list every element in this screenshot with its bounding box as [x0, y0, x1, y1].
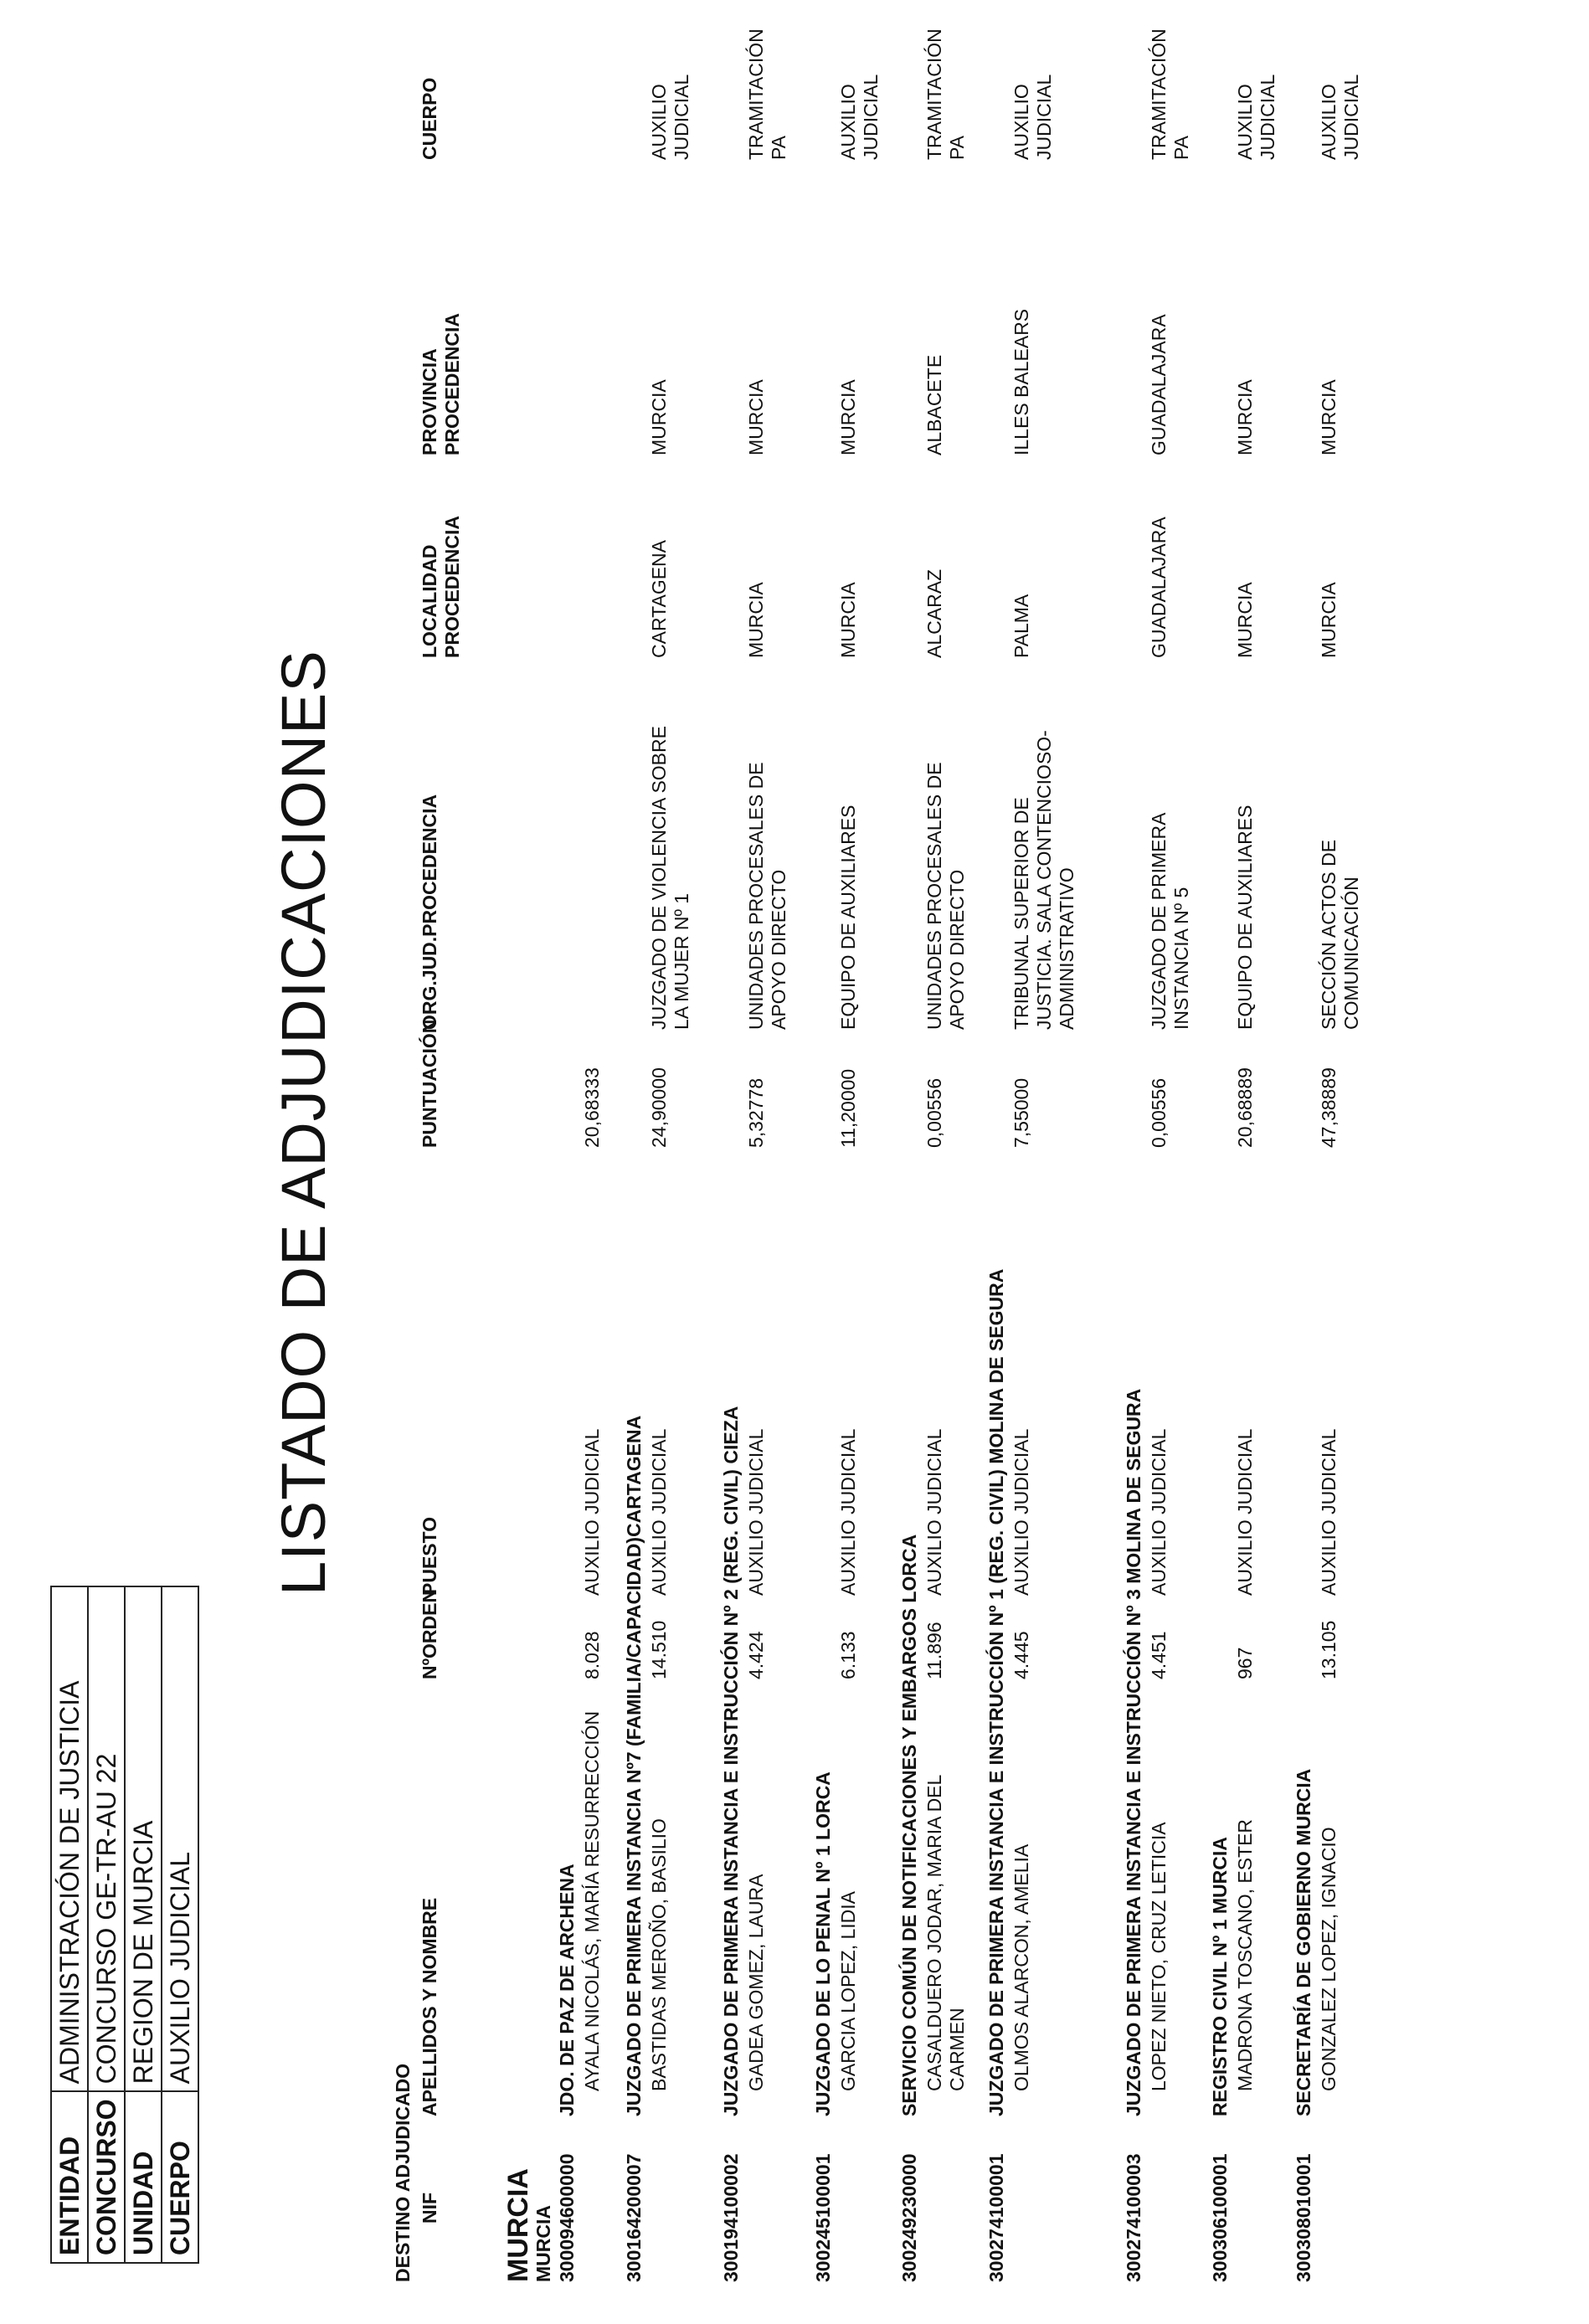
record-org: SECCIÓN ACTOS DE COMUNICACIÓN: [1318, 839, 1362, 1030]
record-provincia: ALBACETE: [923, 354, 945, 455]
record-code: 300306100001: [1209, 2153, 1231, 2282]
header-destino: DESTINO ADJUDICADO: [392, 2063, 414, 2282]
record-destino: JUZGADO DE PRIMERA INSTANCIA E INSTRUCCIÓN Nº 1 (REG. CIVIL) MOLINA DE SEGURA: [985, 1268, 1007, 2116]
info-key: ENTIDAD: [51, 2091, 88, 2263]
record-localidad: MURCIA: [1234, 582, 1256, 658]
record-nombre: LOPEZ NIETO, CRUZ LETICIA: [1148, 1822, 1170, 2091]
record-orden: 4.424: [745, 1631, 767, 1679]
info-row-unidad: [125, 1586, 162, 2263]
header-localidad-line1: LOCALIDAD: [419, 544, 440, 658]
record-orden: 14.510: [648, 1620, 670, 1679]
record-destino: SECRETARÍA DE GOBIERNO MURCIA: [1293, 1768, 1314, 2116]
info-box: [50, 1586, 199, 2264]
info-key: UNIDAD: [125, 2091, 162, 2263]
record-org: UNIDADES PROCESALES DE APOYO DIRECTO: [745, 762, 789, 1030]
record-orden: 8.028: [581, 1631, 603, 1679]
record-puesto: AUXILIO JUDICIAL: [1148, 1428, 1170, 1596]
record-cuerpo: AUXILIO JUDICIAL: [648, 74, 692, 160]
record-puntuacion: 47,38889: [1318, 1067, 1340, 1148]
record-code: 300194100002: [720, 2153, 742, 2282]
record-nombre: GARCIA LOPEZ, LIDIA: [837, 1890, 859, 2091]
record-orden: 11.896: [923, 1622, 945, 1679]
record-localidad: PALMA: [1010, 594, 1032, 658]
header-apellidos: APELLIDOS Y NOMBRE: [419, 1897, 440, 2116]
record-puesto: AUXILIO JUDICIAL: [1234, 1428, 1256, 1596]
record-orden: 4.451: [1148, 1631, 1170, 1679]
record-puesto: AUXILIO JUDICIAL: [581, 1428, 603, 1596]
record-puesto: AUXILIO JUDICIAL: [837, 1428, 859, 1596]
record-cuerpo: AUXILIO JUDICIAL: [837, 74, 882, 160]
region-heading: MURCIA: [502, 2168, 534, 2282]
record-cuerpo: TRAMITACIÓN PA: [745, 28, 789, 160]
record-code: 300274100003: [1123, 2153, 1144, 2282]
record-code: 300164200007: [623, 2153, 645, 2282]
header-provincia-line1: PROVINCIA: [419, 348, 440, 455]
record-puntuacion: 0,00556: [1148, 1077, 1170, 1148]
header-nif: NIF: [419, 2192, 440, 2224]
record-code: 300249230000: [898, 2153, 920, 2282]
record-destino: JDO. DE PAZ DE ARCHENA: [556, 1864, 578, 2116]
record-code: 300094600000: [556, 2153, 578, 2282]
record-nombre: OLMOS ALARCON, AMELIA: [1010, 1843, 1032, 2091]
record-localidad: CARTAGENA: [648, 539, 670, 658]
record-orden: 967: [1234, 1647, 1256, 1679]
page-title: LISTADO DE ADJUDICACIONES: [269, 650, 338, 1596]
record-nombre: GADEA GOMEZ, LAURA: [745, 1874, 767, 2091]
record-provincia: GUADALAJARA: [1148, 314, 1170, 455]
record-org: EQUIPO DE AUXILIARES: [837, 805, 859, 1030]
info-value: AUXILIO JUDICIAL: [162, 1586, 198, 2091]
info-row-concurso: [88, 1586, 125, 2263]
record-puntuacion: 24,90000: [648, 1067, 670, 1148]
record-nombre: AYALA NICOLÁS, MARÍA RESURRECCIÓN: [581, 1710, 603, 2091]
info-value: REGION DE MURCIA: [125, 1586, 162, 2091]
record-puntuacion: 7,55000: [1010, 1077, 1032, 1148]
record-orden: 13.105: [1318, 1620, 1340, 1679]
record-nombre: CASALDUERO JODAR, MARIA DEL CARMEN: [923, 1775, 968, 2091]
record-puntuacion: 11,20000: [837, 1068, 859, 1148]
record-provincia: MURCIA: [1318, 379, 1340, 455]
record-puesto: AUXILIO JUDICIAL: [648, 1428, 670, 1596]
info-row-cuerpo: [162, 1586, 198, 2263]
header-cuerpo: CUERPO: [419, 77, 440, 160]
record-org: JUZGADO DE PRIMERA INSTANCIA Nº 5: [1148, 813, 1192, 1030]
record-cuerpo: AUXILIO JUDICIAL: [1234, 74, 1278, 160]
header-puntuacion: PUNTUACIÓN: [419, 1019, 440, 1148]
header-localidad-line2: PROCEDENCIA: [441, 516, 463, 658]
record-puesto: AUXILIO JUDICIAL: [1318, 1428, 1340, 1596]
record-puesto: AUXILIO JUDICIAL: [1010, 1428, 1032, 1596]
header-puesto: PUESTO: [419, 1516, 440, 1596]
record-localidad: MURCIA: [837, 582, 859, 658]
header-orden: NºORDEN: [419, 1588, 440, 1679]
header-provincia: [419, 313, 464, 455]
record-provincia: MURCIA: [745, 379, 767, 455]
record-destino: REGISTRO CIVIL Nº 1 MURCIA: [1209, 1837, 1231, 2116]
record-provincia: MURCIA: [837, 379, 859, 455]
record-orden: 4.445: [1010, 1631, 1032, 1679]
record-destino: JUZGADO DE PRIMERA INSTANCIA E INSTRUCCIÓN Nº 3 MOLINA DE SEGURA: [1123, 1388, 1144, 2116]
record-localidad: MURCIA: [1318, 582, 1340, 658]
record-nombre: MADRONA TOSCANO, ESTER: [1234, 1818, 1256, 2091]
record-org: TRIBUNAL SUPERIOR DE JUSTICIA. SALA CONTENCIOSO-ADMINISTRATIVO: [1010, 730, 1077, 1030]
header-provincia-line2: PROCEDENCIA: [441, 313, 463, 455]
subregion-heading: MURCIA: [532, 2205, 554, 2282]
info-row-entidad: [51, 1586, 88, 2263]
record-orden: 6.133: [837, 1631, 859, 1679]
record-localidad: GUADALAJARA: [1148, 517, 1170, 658]
record-org: JUZGADO DE VIOLENCIA SOBRE LA MUJER Nº 1: [648, 726, 692, 1030]
record-destino: JUZGADO DE PRIMERA INSTANCIA E INSTRUCCIÓN Nº 2 (REG. CIVIL) CIEZA: [720, 1406, 742, 2116]
record-provincia: MURCIA: [1234, 379, 1256, 455]
record-localidad: MURCIA: [745, 582, 767, 658]
record-puntuacion: 20,68333: [581, 1067, 603, 1148]
record-code: 300245100001: [812, 2153, 834, 2282]
record-puesto: AUXILIO JUDICIAL: [923, 1428, 945, 1596]
record-provincia: ILLES BALEARS: [1010, 308, 1032, 455]
record-localidad: ALCARAZ: [923, 568, 945, 658]
info-value: ADMINISTRACIÓN DE JUSTICIA: [51, 1586, 88, 2091]
record-destino: JUZGADO DE LO PENAL Nº 1 LORCA: [812, 1771, 834, 2116]
record-org: EQUIPO DE AUXILIARES: [1234, 805, 1256, 1030]
info-value: CONCURSO GE-TR-AU 22: [88, 1586, 125, 2091]
header-localidad: [419, 516, 464, 658]
record-cuerpo: TRAMITACIÓN PA: [923, 28, 968, 160]
record-cuerpo: AUXILIO JUDICIAL: [1010, 74, 1055, 160]
record-puntuacion: 0,00556: [923, 1077, 945, 1148]
header-org: ORG.JUD.PROCEDENCIA: [419, 794, 440, 1030]
record-nombre: BASTIDAS MEROÑO, BASILIO: [648, 1818, 670, 2091]
record-destino: SERVICIO COMÚN DE NOTIFICACIONES Y EMBARGOS LORCA: [898, 1534, 920, 2116]
record-nombre: GONZALEZ LOPEZ, IGNACIO: [1318, 1827, 1340, 2091]
record-puesto: AUXILIO JUDICIAL: [745, 1428, 767, 1596]
record-org: UNIDADES PROCESALES DE APOYO DIRECTO: [923, 762, 968, 1030]
record-puntuacion: 5,32778: [745, 1077, 767, 1148]
record-puntuacion: 20,68889: [1234, 1067, 1256, 1148]
record-cuerpo: TRAMITACIÓN PA: [1148, 28, 1192, 160]
record-destino: JUZGADO DE PRIMERA INSTANCIA Nº7 (FAMILIA/CAPACIDAD)CARTAGENA: [623, 1415, 645, 2116]
record-cuerpo: AUXILIO JUDICIAL: [1318, 74, 1362, 160]
record-code: 300274100001: [985, 2153, 1007, 2282]
record-code: 300308010001: [1293, 2153, 1314, 2282]
info-key: CONCURSO: [88, 2091, 125, 2263]
info-key: CUERPO: [162, 2091, 198, 2263]
record-provincia: MURCIA: [648, 379, 670, 455]
